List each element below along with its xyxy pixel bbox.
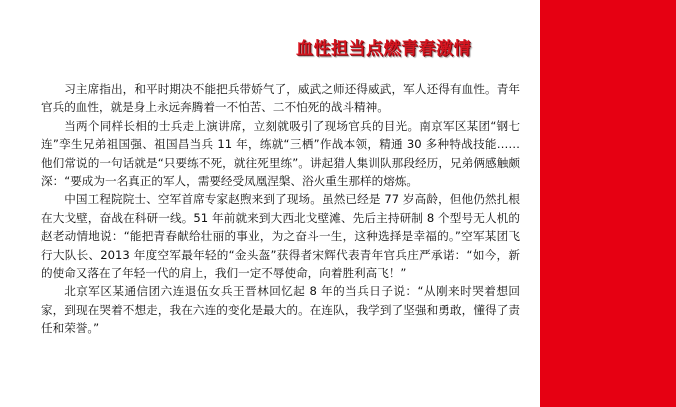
paragraph-3: 中国工程院院士、空军首席专家赵煦来到了现场。虽然已经是 77 岁高龄，但他仍然扎根在大戈壁，奋战在科研一线。51 年前就来到大西北戈壁滩、先后主持研制 8 个型号无人机的赵老动情地说：“能把青春献给壮丽的事业，为之奋斗一生，这种选择是幸福的。”空军某团飞行大队长、2013 年度空军最年轻的“金头盔”获得者宋辉代表青年官兵庄严承诺：“如今，新的使命又落在了年轻一代的肩上，我们一定不辱使命，向着胜利高飞！”: [41, 192, 520, 281]
paragraph-4: 北京军区某通信团六连退伍女兵王晋林回忆起 8 年的当兵日子说：“从刚来时哭着想回家，到现在哭着不想走，我在六连的变化是最大的。在连队，我学到了坚强和勇敢，懂得了责任和荣誉。”: [41, 284, 520, 336]
article-body: [41, 80, 520, 338]
paragraph-2: 当两个同样长相的士兵走上演讲席，立刻就吸引了现场官兵的目光。南京军区某团“钢七连”孪生兄弟祖国强、祖国昌当兵 11 年，练就“三栖”作战本领，精通 30 多种特战技能……他们常说的一句话就是“只要练不死，就往死里练”。讲起猎人集训队那段经历，兄弟俩感触颇深：“要成为一名真正的军人，需要经受凤凰涅槃、浴火重生那样的熔炼。: [41, 118, 520, 189]
paragraph-1: 习主席指出，和平时期决不能把兵带娇气了，威武之师还得威武，军人还得有血性。青年官兵的血性，就是身上永远奔腾着一不怕苦、二不怕死的战斗精神。: [41, 82, 520, 115]
slide-title: 血性担当点燃青春激情: [296, 39, 471, 59]
red-side-band: [540, 0, 676, 407]
